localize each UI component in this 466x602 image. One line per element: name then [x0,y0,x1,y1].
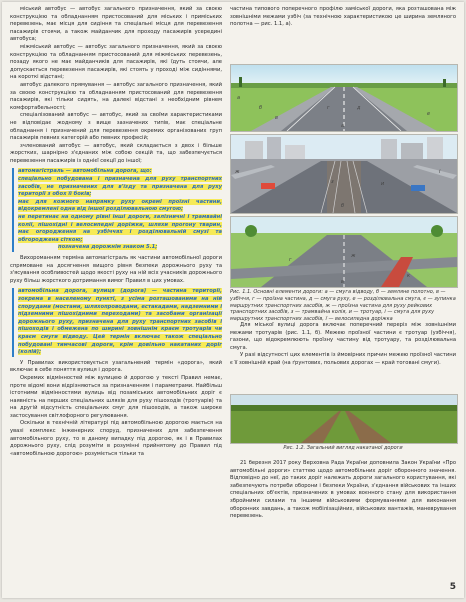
label-a-3: в [275,115,278,121]
paragraph-motorway-comment: Вихороманням терміна автомагістраль як частини автомобільної дороги спрямоване на досягнення вищого рівня безпеки дорожнього руху та з'ясування особливостей щодо якості руху на ній всіх учасників дорожнього руху більш жорсткого дотримання вимог Правил в цих умовах. [10,255,222,284]
label-a-6: е [427,111,431,117]
paragraph-term-road: У Правилах використовується узагальнений термін «дорога», який включає в себе поняття вулиця і дорога. [10,359,222,374]
paragraph-articulated-bus: зчленований автобус — автобус, який складається з двох і більше жорстких, шарнірно з'єднаних між собою секцій та, що забезпечується перевезення пасажирів із однієї секції до іншої; [10,142,222,164]
road-definition-block [12,288,222,356]
document-page [2,2,464,598]
label-c-1: г [289,257,292,263]
paragraph-street-vs-road: Окремих відмінностей між вулицею й дорогою у тексті Правил немає, проте відомі вони відрізняються за призначенням і параметрами. Найбільш істотними відмінностями вулиць від позаміських автомобільних доріг є наявність на перших спеціальних шляхів для руху пішоходів (тротуарів) та на другій відсутність спеціальних смуг для пішоходів, а також широке застосування світлофорного регулювання. [10,374,222,419]
label-a-1: а [237,95,241,101]
figure-letter-c: в [341,279,344,285]
right-column-bottom [230,460,456,521]
figure-rural-road [230,64,458,132]
label-a-4: г [327,105,330,111]
motorway-rule-3: не перетинає на одному рівні інші дороги, залізничні і трамвайні колії, пішохідні і велосипедні доріжки, шляхи прогону тварин, має огородження на узбіччях і розділювальній смузі та обгороджена сіткою; [18,214,222,243]
city-street-illustration [231,135,457,213]
motorway-rule-4: позначена дорожнім знаком 5.1; [58,244,158,251]
paragraph-city-bus: міський автобус — автобус загального призначення, який за своєю конструкцією та обладнанням пристосований для міських і приміських перевезень, має місця для сидіння та спеціальні місця для перевезення пасажирів стоячи, а також майданчик для проходу пасажирів усередині автобуса; [10,6,222,43]
motorway-rule-1: спеціально побудована і призначена для руху транспортних засобів, не призначених для в'їзду та призначена для руху території з обох її боків; [18,176,222,198]
figure-city-street [230,134,458,214]
figure-1-1-caption: Рис. 1.1. Основні елементи дороги: а — смуга відводу, б — земляне полотно, в — узбіччя, г — проїзна частина, д — смуга руху, е — розділювальна смуга, є — зупинка маршрутних транспортних засобів, ж — проїзна частина для руху рейкових транспортних засобів, з — трамвайна колія, и — тротуар, і — смуга для руху маршрутних транспортних засобів, ї — велосипедна доріжка [230,289,456,323]
figure-dirt-road [230,394,458,444]
road-definition: автомобільна дорога, вулиця (дорога) — частина території, зокрема в населеному пункті, з усіма розташованими на ній спорудами (мостами, шляхопроводами, естакадами, надземними і підземними пішохідними переходами) та засобами організації дорожнього руху, призначена для руху транспортних засобів і пішоходів і обмежена по ширині зовнішнім краєм тротуарів чи краєм смуги відводу. Цей термін включає також спеціально побудовані тимчасові дороги, крім довільно накатаних доріг (колій); [18,288,222,356]
intersection-illustration [231,217,457,287]
motorway-rule-2: має для кожного напрямку руху окремі проїзні частини, відокремлені одна від іншої розділювальною смугою; [18,198,222,213]
figure-letter-b: б [341,203,345,209]
page-number: 5 [449,582,456,592]
right-column-middle [230,322,456,368]
label-a-5: д [357,105,361,111]
dirt-road-photo [231,395,457,443]
figure-intersection [230,216,458,288]
paragraph-intercity-bus: міжміський автобус — автобус загального призначення, який за своєю конструкцією та обладнанням пристосований для міжміських перевезень, позаду якого не має майданчиків для пасажирів, які їдуть стоячи, але допускається перевезення пасажирів, які стоять у проході між сидіннями, на короткі відстані; [10,43,222,81]
paragraph-defense-roads: 21 березня 2017 року Верховна Рада України доповнила Закон України «Про автомобільні дороги» статтею щодо автомобільних доріг оборонного значення. Відповідно до неї, до таких доріг належать дороги загального користування, які забезпечують потреби оборони і безпеки України, з'єднання військових та інших спеціальних об'єктів, призначених в умовах воєнного стану для використання збройними силами та іншими військовими формуваннями для виконання оборонних завдань, а також мобілізаційних, військових вантажів, маневрування перевезень. [230,460,456,520]
paragraph-city-street-boundary: Для міської вулиці дорога включає поперечний переріз між зовнішніми межами тротуарів (рис. 1.1, б). Межею проїзної частини є тротуар (узбіччя), газони, що відокремлюють проїзну частину від тротуару, та розділювальна смуга. [230,322,456,351]
paragraph-long-distance-bus: автобус далекого прямування — автобус загального призначення, який за своєю конструкцією та обладнанням пристосований для перевезення пасажирів, які тільки сидять, на далекі відстані з необхідним рівнем комфортабельності; [10,81,222,111]
label-b-3: и [381,181,385,187]
label-a-2: б [259,105,263,111]
label-b-4: і [439,169,441,175]
figure-letter-a: а [341,123,345,129]
label-c-2: ж [351,253,356,259]
right-column-top [230,6,456,62]
paragraph-special-bus: спеціалізований автобус — автобус, який за своїми характеристиками не відповідає жодному з вище зазначених типів, має спеціальне обладнання і призначений для перевезення окремих організованих груп пасажирів певних категорій або певних професій; [10,112,222,142]
label-c-3: к [407,273,411,279]
label-b-2: з [331,179,334,185]
paragraph-absence-of-elements: У разі відсутності цих елементів із ймовірних причин межею проїзної частини є її зовнішній край (на ґрунтових, польових дорогах — край тоговані смуги). [230,352,456,366]
label-b-1: ж [235,169,240,175]
left-column [10,6,222,458]
motorway-definition-block [12,168,222,252]
motorway-definition-head: автомагістраль — автомобільна дорога, що: [18,168,152,175]
paragraph-technical-literature: Оскільки в технічній літературі під автомобільною дорогою мається на увазі комплекс інженерних споруд, призначених для забезпечення автомобільного руху, то в даному випадку під дорогою, як і в Правилах дорожнього руху, слід розуміти в розумінні прийнятому до Правил під «автомобільною дорогою» розуміється тільки та [10,420,222,457]
figure-1-2-caption: Рис. 1.2. Загальний вигляд накатаної дороги [283,445,403,451]
rural-road-illustration [231,65,457,131]
paragraph-road-profile: частина типового поперечного профілю заміської дороги, яка розташована між зовнішніми межами узбіч (за технічною характеристикою це ширина земляного полотна — рис. 1.1, а). [230,6,456,28]
